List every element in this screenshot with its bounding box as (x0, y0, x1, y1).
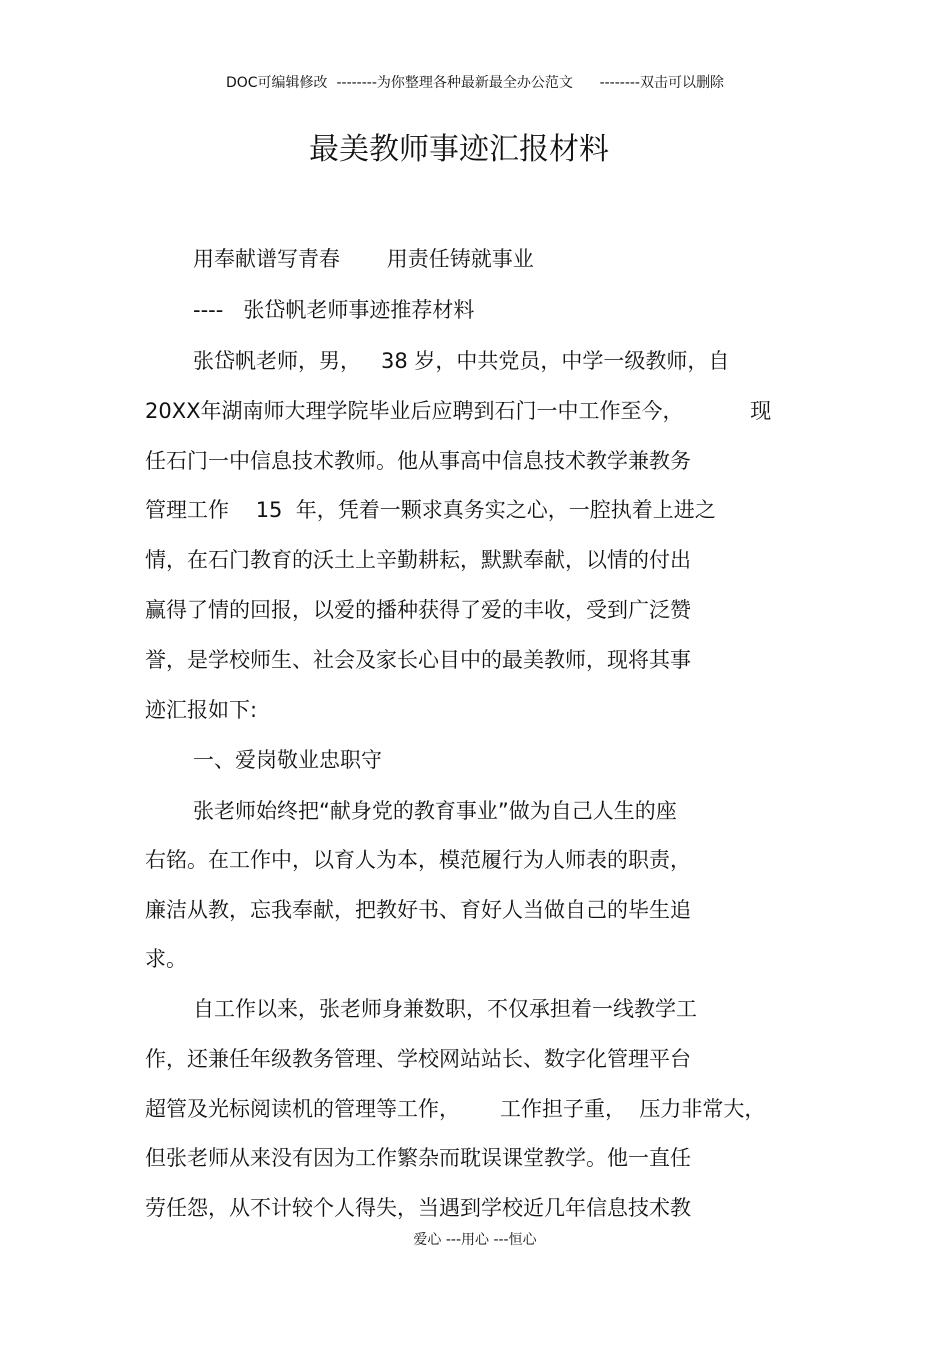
page-footer: 爱心 ---用心 ---恒心 (413, 1232, 537, 1248)
document-title: 最美教师事迹汇报材料 (309, 132, 609, 167)
body-line: 右铭。在工作中，以育人为本，模范履行为人师表的职责， (145, 848, 691, 872)
subtitle-line: ---- 张岱帆老师事迹推荐材料 (193, 298, 475, 322)
page-header: DOC可编辑修改 --------为你整理各种最新最全办公范文 --------双击可以删除 (225, 75, 724, 91)
body-line: 情，在石门教育的沃土上辛勤耕耘，默默奉献，以情的付出 (145, 548, 691, 572)
body-line: 管理工作 15 年，凭着一颗求真务实之心，一腔执着上进之 (145, 498, 716, 522)
body-line: 赢得了情的回报，以爱的播种获得了爱的丰收，受到广泛赞 (145, 598, 691, 622)
body-line: 20XX年湖南师大理学院毕业后应聘到石门一中工作至今， 现 (145, 399, 772, 423)
body-line: 张岱帆老师，男， 38 岁，中共党员，中学一级教师，自 (193, 349, 730, 373)
body-line: 超管及光标阅读机的管理等工作， 工作担子重， 压力非常大， (145, 1097, 766, 1121)
body-line: 廉洁从教，忘我奉献，把教好书、育好人当做自己的毕生追 (145, 898, 691, 922)
body-line: 求。 (145, 947, 187, 971)
subtitle-line: 用奉献谱写青春 用责任铸就事业 (193, 247, 534, 271)
body-line: 任石门一中信息技术教师。他从事高中信息技术教学兼教务 (145, 449, 691, 473)
body-line: 誉，是学校师生、社会及家长心目中的最美教师，现将其事 (145, 648, 691, 672)
body-line: 迹汇报如下: (145, 698, 258, 722)
body-line: 但张老师从来没有因为工作繁杂而耽误课堂教学。他一直任 (145, 1146, 691, 1170)
body-line: 劳任怨，从不计较个人得失，当遇到学校近几年信息技术教 (145, 1196, 691, 1220)
body-line: 作，还兼任年级教务管理、学校网站站长、数字化管理平台 (145, 1047, 691, 1071)
section-heading: 一、爱岗敬业忠职守 (193, 748, 382, 772)
body-line: 自工作以来，张老师身兼数职，不仅承担着一线教学工 (193, 997, 697, 1021)
body-line: 张老师始终把“献身党的教育事业”做为自己人生的座 (193, 799, 677, 823)
